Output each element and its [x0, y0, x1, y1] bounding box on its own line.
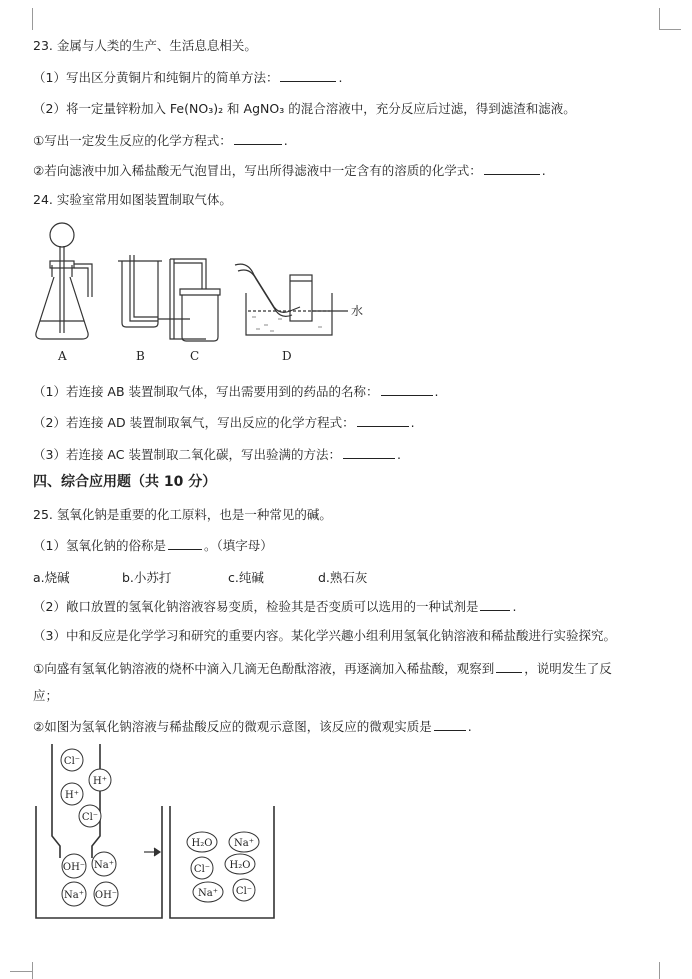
ion-tube-4: Cl⁻	[81, 812, 99, 823]
particle-right-3: Cl⁻	[193, 864, 211, 875]
section-heading: 四、综合应用题（共 10 分）	[33, 474, 217, 490]
q23-part2b-text: ②若向滤液中加入稀盐酸无气泡冒出，写出所得滤液中一定含有的溶质的化学式：	[33, 163, 482, 178]
q25-part1-text: （1）氢氧化钠的俗称是	[33, 538, 166, 553]
q25-part3a-text1: ①向盛有氢氧化钠溶液的烧杯中滴入几滴无色酚酞溶液，再逐滴加入稀盐酸，观察到	[33, 661, 495, 676]
q24-part2-text: （2）若连接 AD 装置制取氧气，写出反应的化学方程式：	[33, 415, 355, 430]
option-b: b.小苏打	[122, 570, 172, 585]
q25-part3b-text: ②如图为氢氧化钠溶液与稀盐酸反应的微观示意图，该反应的微观实质是	[33, 719, 432, 734]
particle-right-2: Na⁺	[234, 838, 254, 849]
apparatus-b-jar	[118, 255, 190, 327]
answer-blank[interactable]	[434, 718, 466, 731]
ion-tube-1: Cl⁻	[63, 756, 81, 767]
q24-part3-end: .	[396, 447, 401, 462]
answer-blank[interactable]	[168, 537, 202, 550]
q25-part2-text: （2）敞口放置的氢氧化钠溶液容易变质，检验其是否变质可以选用的一种试剂是	[33, 599, 479, 614]
q25-part3a-cont: 应；	[33, 688, 59, 703]
q24-part2-end: .	[410, 415, 415, 430]
answer-blank[interactable]	[280, 69, 336, 82]
q25-part1-tail: 。（填字母）	[203, 538, 273, 553]
q24-part3-text: （3）若连接 AC 装置制取二氧化碳，写出验满的方法：	[33, 447, 341, 462]
q23-title: 23. 金属与人类的生产、生活息息相关。	[33, 38, 257, 53]
option-d: d.熟石灰	[318, 570, 368, 585]
ion-beaker-3: Na⁺	[64, 890, 84, 901]
apparatus-label-b: B	[136, 349, 145, 363]
option-c: c.纯碱	[228, 570, 264, 585]
q23-part2a	[33, 132, 288, 149]
apparatus-c-jar	[170, 259, 220, 341]
answer-blank[interactable]	[234, 132, 282, 145]
answer-blank[interactable]	[357, 414, 409, 427]
q24-part1-end: .	[434, 384, 439, 399]
q25-part3a-text2: ，说明发生了反	[524, 661, 612, 676]
q23-part1	[33, 69, 342, 86]
corner-mark-top-left-v	[32, 8, 33, 30]
ion-tube-2: H⁺	[93, 776, 107, 787]
answer-blank[interactable]	[480, 598, 510, 611]
water-label: 水	[351, 304, 364, 318]
ion-tube-3: H⁺	[65, 790, 79, 801]
q23-part2: （2）将一定量锌粉加入 Fe(NO₃)₂ 和 AgNO₃ 的混合溶液中，充分反应后过滤，得到滤渣和滤液。	[33, 101, 576, 116]
ion-beaker-2: Na⁺	[94, 860, 114, 871]
apparatus-label-c: C	[190, 349, 200, 363]
q23-part1-text: （1）写出区分黄铜片和纯铜片的简单方法：	[33, 70, 279, 85]
particle-right-5: Na⁺	[198, 888, 218, 899]
q24-part1-text: （1）若连接 AB 装置制取气体，写出需要用到的药品的名称：	[33, 384, 379, 399]
answer-blank[interactable]	[381, 383, 433, 396]
ion-beaker-4: OH⁻	[94, 890, 118, 901]
q24-part1	[33, 383, 439, 400]
right-beaker	[170, 806, 274, 918]
q23-part2b	[33, 162, 546, 179]
q25-part3: （3）中和反应是化学学习和研究的重要内容。某化学兴趣小组利用氢氧化钠溶液和稀盐酸进行实验探究。	[33, 628, 616, 643]
q25-part3a	[33, 660, 612, 677]
q23-part2a-end: .	[283, 133, 288, 148]
q23-part1-end: .	[338, 70, 343, 85]
corner-mark-bottom-left-v	[32, 962, 33, 979]
answer-blank[interactable]	[496, 660, 522, 673]
particle-right-4: H₂O	[229, 860, 251, 871]
q25-part2-end: .	[512, 599, 517, 614]
apparatus-a-flask	[36, 223, 92, 339]
option-a: a.烧碱	[33, 570, 70, 585]
q23-part2b-end: .	[541, 163, 546, 178]
q24-part2	[33, 414, 415, 431]
q25-part1	[33, 537, 273, 554]
corner-mark-top-right-h	[659, 29, 681, 30]
corner-mark-bottom-left-h	[10, 971, 32, 972]
q23-part2a-text: ①写出一定发生反应的化学方程式：	[33, 133, 232, 148]
particle-right-1: H₂O	[191, 838, 213, 849]
corner-mark-top-right-v	[659, 8, 660, 30]
answer-blank[interactable]	[343, 446, 395, 459]
apparatus-label-d: D	[282, 349, 292, 363]
q25-part3b-end: .	[467, 719, 472, 734]
reaction-micro-diagram	[30, 742, 290, 924]
apparatus-d-trough	[235, 264, 348, 335]
q24-title: 24. 实验室常用如图装置制取气体。	[33, 192, 232, 207]
q25-title: 25. 氢氧化钠是重要的化工原料，也是一种常见的碱。	[33, 507, 332, 522]
q25-part2	[33, 598, 516, 615]
q24-part3	[33, 446, 401, 463]
q25-part3b	[33, 718, 472, 735]
corner-mark-bottom-right-v	[659, 962, 660, 979]
ion-beaker-1: OH⁻	[62, 862, 86, 873]
particle-right-6: Cl⁻	[235, 886, 253, 897]
apparatus-label-a: A	[58, 349, 67, 363]
answer-blank[interactable]	[484, 162, 540, 175]
lab-apparatus-figure	[30, 215, 370, 365]
